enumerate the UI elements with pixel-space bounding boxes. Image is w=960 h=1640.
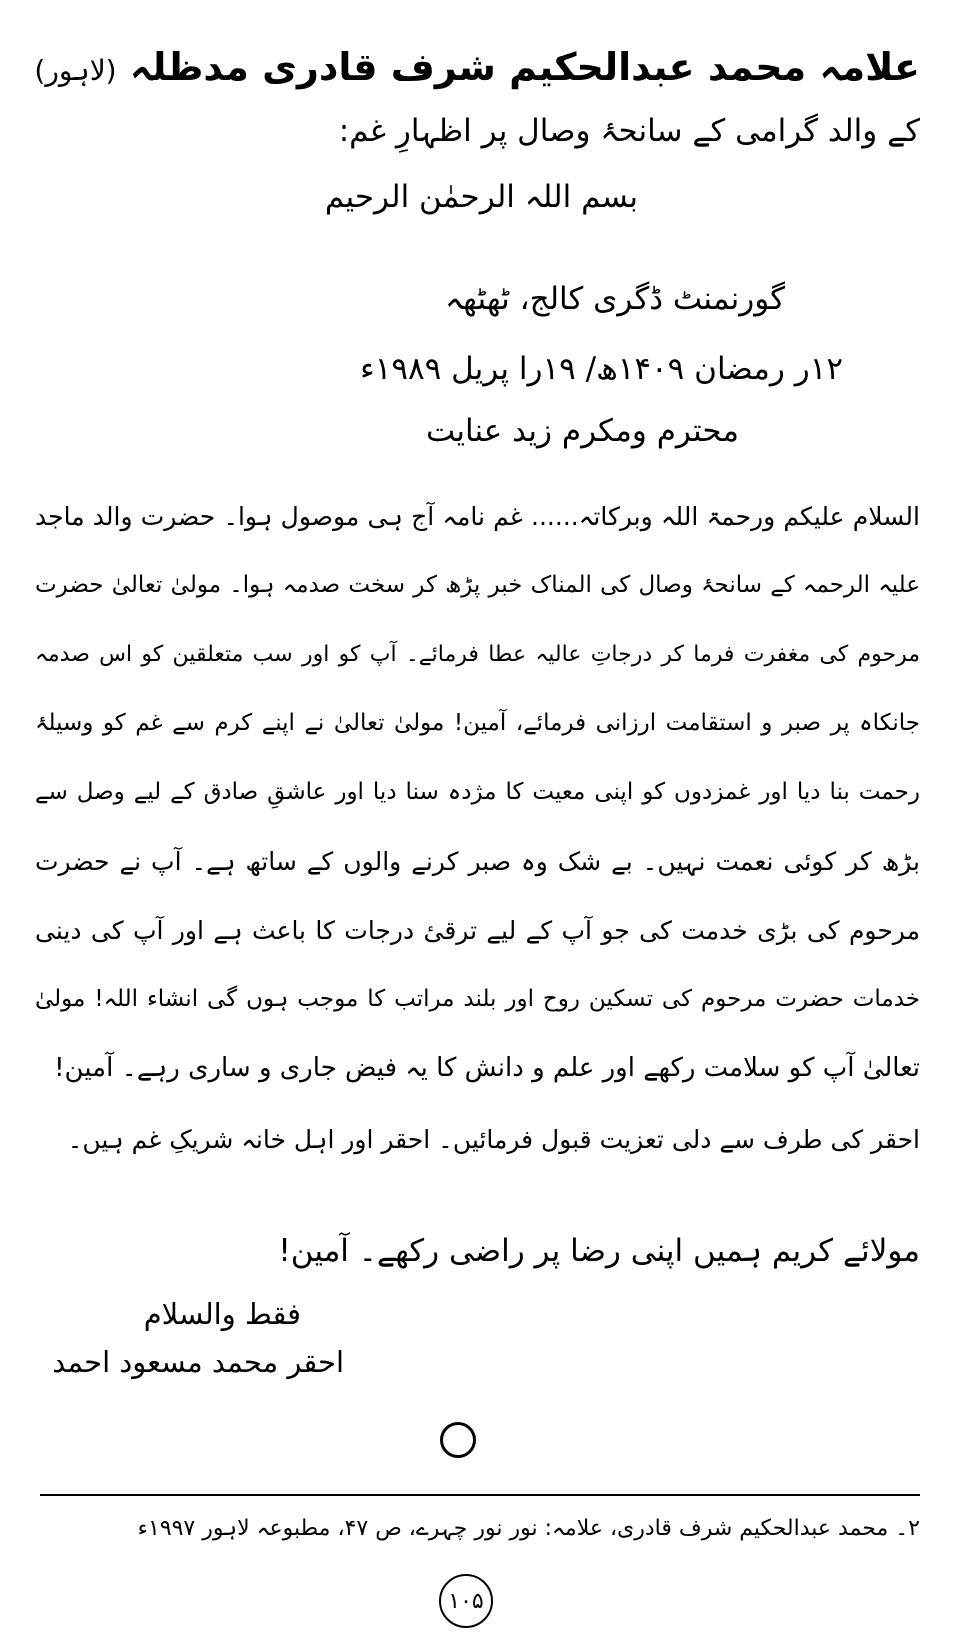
closing-line: مولائے کریم ہمیں اپنی رضا پر راضی رکھے۔ آمین! (278, 1233, 920, 1269)
letter-signoff: فقط والسلام (143, 1297, 301, 1331)
letter-sender-address: گورنمنٹ ڈگری کالج، ٹھٹھہ (445, 281, 785, 317)
footnote-divider (40, 1494, 920, 1496)
footnote: ۲۔ محمد عبدالحکیم شرف قادری، علامہ: نور نور چہرے، ص ۴۷، مطبوعہ لاہور ۱۹۹۷ء (137, 1516, 920, 1541)
body-line: خدمات حضرت مرحوم کی تسکین روح اور بلند مراتب کا موجب ہوں گی انشاء اللہ! مولیٰ (35, 986, 920, 1012)
body-line: تعالیٰ آپ کو سلامت رکھے اور علم و دانش کا یہ فیض جاری و ساری رہے۔ آمین! (54, 1053, 920, 1083)
body-line: علیہ الرحمہ کے سانحۂ وصال کی المناک خبر پڑھ کر سخت صدمہ ہوا۔ مولیٰ تعالیٰ حضرت (35, 572, 920, 598)
title-city: (لاہور) (34, 54, 117, 87)
letter-signature: احقر محمد مسعود احمد (52, 1345, 344, 1379)
letter-date: ۱۲ر رمضان ۱۴۰۹ھ/ ۱۹را پریل ۱۹۸۹ء (360, 351, 843, 387)
body-line: السلام علیکم ورحمۃ اللہ وبرکاتہ...... غم نامہ آج ہی موصول ہوا۔ حضرت والد ماجد (35, 502, 920, 531)
body-line: مرحوم کی مغفرت فرما کر درجاتِ عالیہ عطا فرمائے۔ آپ کو اور سب متعلقین کو اس صدمہ (35, 642, 920, 667)
body-line: جانکاہ پر صبر و استقامت ارزانی فرمائے، آمین! مولیٰ تعالیٰ نے اپنے کرم سے غم کو وسیلۂ (35, 710, 920, 736)
body-line: مرحوم کی بڑی خدمت کی جو آپ کے لیے ترقیٔ درجات کا باعث ہے اور آپ کی دینی (35, 916, 920, 945)
title-text: علامہ محمد عبدالحکیم شرف قادری مدظلہ (129, 45, 920, 89)
closing-line: احقر کی طرف سے دلی تعزیت قبول فرمائیں۔ احقر اور اہل خانہ شریکِ غم ہیں۔ (67, 1125, 920, 1154)
page-title (34, 45, 920, 89)
page-number: ۱۰۵ (439, 1574, 493, 1628)
page-subtitle: کے والد گرامی کے سانحۂ وصال پر اظہارِ غم: (338, 113, 920, 149)
letter-body (35, 482, 920, 1103)
bismillah-heading: بسم اللہ الرحمٰن الرحیم (324, 179, 638, 215)
body-line: بڑھ کر کوئی نعمت نہیں۔ بے شک وہ صبر کرنے والوں کے ساتھ ہے۔ آپ نے حضرت (35, 847, 920, 876)
letter-salutation: محترم ومکرم زید عنایت (425, 413, 739, 449)
body-line: رحمت بنا دیا اور غمزدوں کو اپنی معیت کا مژدہ سنا دیا اور عاشقِ صادق کے لیے وصل سے (35, 779, 920, 805)
circle-ornament-icon (440, 1422, 476, 1458)
